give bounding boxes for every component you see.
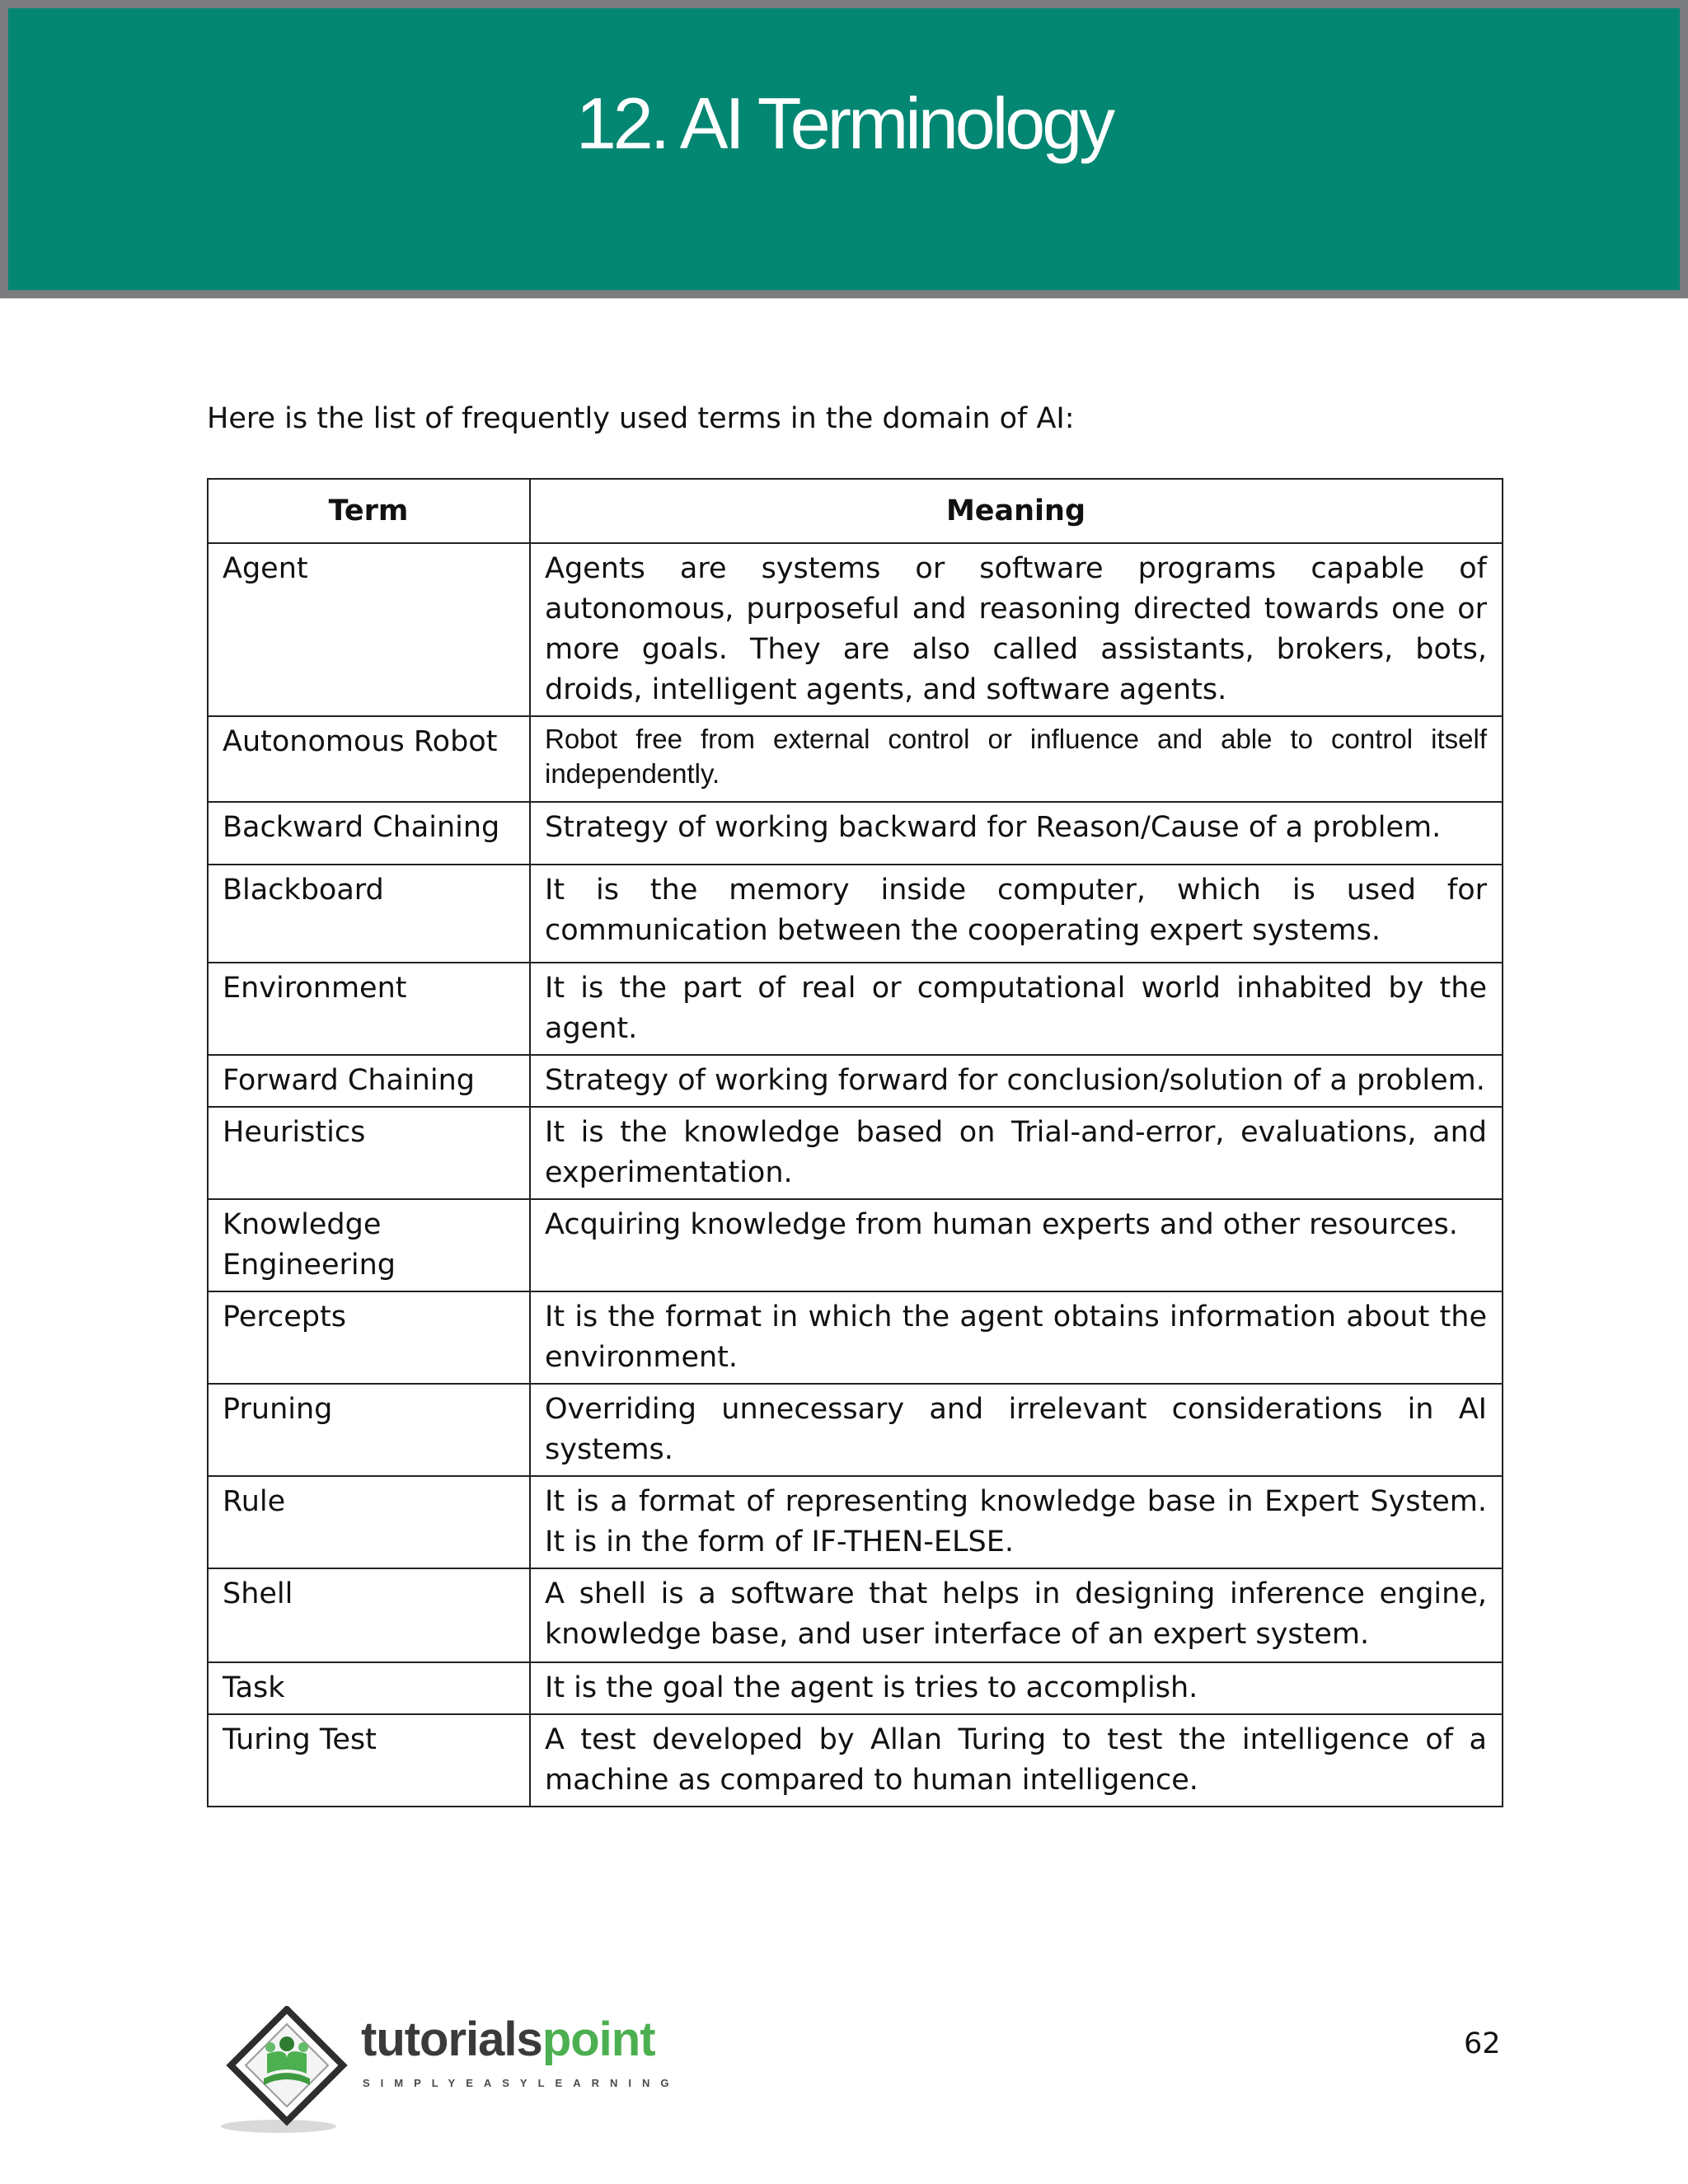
meaning-cell: It is a format of representing knowledge base in Expert System. It is in the form of IF-THEN-ELSE. bbox=[530, 1476, 1503, 1568]
table-row bbox=[208, 802, 1503, 865]
term-cell: Pruning bbox=[208, 1384, 530, 1476]
meaning-cell: It is the knowledge based on Trial-and-error, evaluations, and experimentation. bbox=[530, 1107, 1503, 1199]
table-row bbox=[208, 1476, 1503, 1568]
logo-word-point: point bbox=[542, 2013, 655, 2066]
term-cell: Forward Chaining bbox=[208, 1055, 530, 1107]
meaning-cell: It is the part of real or computational world inhabited by the agent. bbox=[530, 963, 1503, 1055]
logo-wordmark bbox=[361, 2013, 655, 2066]
terminology-table bbox=[207, 478, 1503, 1807]
term-cell: Shell bbox=[208, 1568, 530, 1662]
table-row bbox=[208, 1291, 1503, 1384]
table-row bbox=[208, 1662, 1503, 1714]
term-cell: Rule bbox=[208, 1476, 530, 1568]
meaning-cell: A test developed by Allan Turing to test the intelligence of a machine as compared to human intelligence. bbox=[530, 1714, 1503, 1807]
term-cell: Backward Chaining bbox=[208, 802, 530, 865]
page-number: 62 bbox=[1464, 2027, 1501, 2060]
meaning-cell: It is the memory inside computer, which is used for communication between the cooperating expert systems. bbox=[530, 865, 1503, 963]
meaning-cell: Strategy of working forward for conclusion/solution of a problem. bbox=[530, 1055, 1503, 1107]
meaning-cell: Strategy of working backward for Reason/Cause of a problem. bbox=[530, 802, 1503, 865]
term-cell: Agent bbox=[208, 543, 530, 716]
table-header-row bbox=[208, 479, 1503, 543]
logo-mark-icon bbox=[213, 2006, 353, 2138]
term-cell: Heuristics bbox=[208, 1107, 530, 1199]
meaning-column-header: Meaning bbox=[530, 479, 1503, 543]
meaning-cell: A shell is a software that helps in designing inference engine, knowledge base, and user interface of an expert system. bbox=[530, 1568, 1503, 1662]
meaning-cell: Agents are systems or software programs capable of autonomous, purposeful and reasoning directed towards one or more goals. They are also called assistants, brokers, bots, droids, intelligent agents, and software agents. bbox=[530, 543, 1503, 716]
meaning-cell: It is the goal the agent is tries to accomplish. bbox=[530, 1662, 1503, 1714]
tutorialspoint-logo[interactable] bbox=[213, 2006, 740, 2138]
table-row bbox=[208, 1384, 1503, 1476]
table-row bbox=[208, 543, 1503, 716]
table-row bbox=[208, 1199, 1503, 1291]
table-row bbox=[208, 1055, 1503, 1107]
term-cell: Turing Test bbox=[208, 1714, 530, 1807]
table-row bbox=[208, 1714, 1503, 1807]
logo-word-tutorials: tutorials bbox=[361, 2013, 542, 2066]
table-row bbox=[208, 1568, 1503, 1662]
chapter-title: 12. AI Terminology bbox=[575, 82, 1113, 164]
meaning-cell: Acquiring knowledge from human experts and other resources. bbox=[530, 1199, 1503, 1291]
term-column-header: Term bbox=[208, 479, 530, 543]
logo-tagline: SIMPLYEASYLEARNING bbox=[363, 2077, 680, 2089]
chapter-banner bbox=[0, 0, 1688, 298]
table-row bbox=[208, 716, 1503, 802]
term-cell: Percepts bbox=[208, 1291, 530, 1384]
term-cell: Blackboard bbox=[208, 865, 530, 963]
intro-text: Here is the list of frequently used terms in the domain of AI: bbox=[207, 402, 1075, 435]
meaning-cell: Overriding unnecessary and irrelevant considerations in AI systems. bbox=[530, 1384, 1503, 1476]
term-cell: Task bbox=[208, 1662, 530, 1714]
meaning-cell: It is the format in which the agent obtains information about the environment. bbox=[530, 1291, 1503, 1384]
term-cell: Environment bbox=[208, 963, 530, 1055]
term-cell: Knowledge Engineering bbox=[208, 1199, 530, 1291]
meaning-cell: Robot free from external control or influence and able to control itself independently. bbox=[530, 716, 1503, 802]
term-cell: Autonomous Robot bbox=[208, 716, 530, 802]
table-row bbox=[208, 1107, 1503, 1199]
table-row bbox=[208, 865, 1503, 963]
table-row bbox=[208, 963, 1503, 1055]
